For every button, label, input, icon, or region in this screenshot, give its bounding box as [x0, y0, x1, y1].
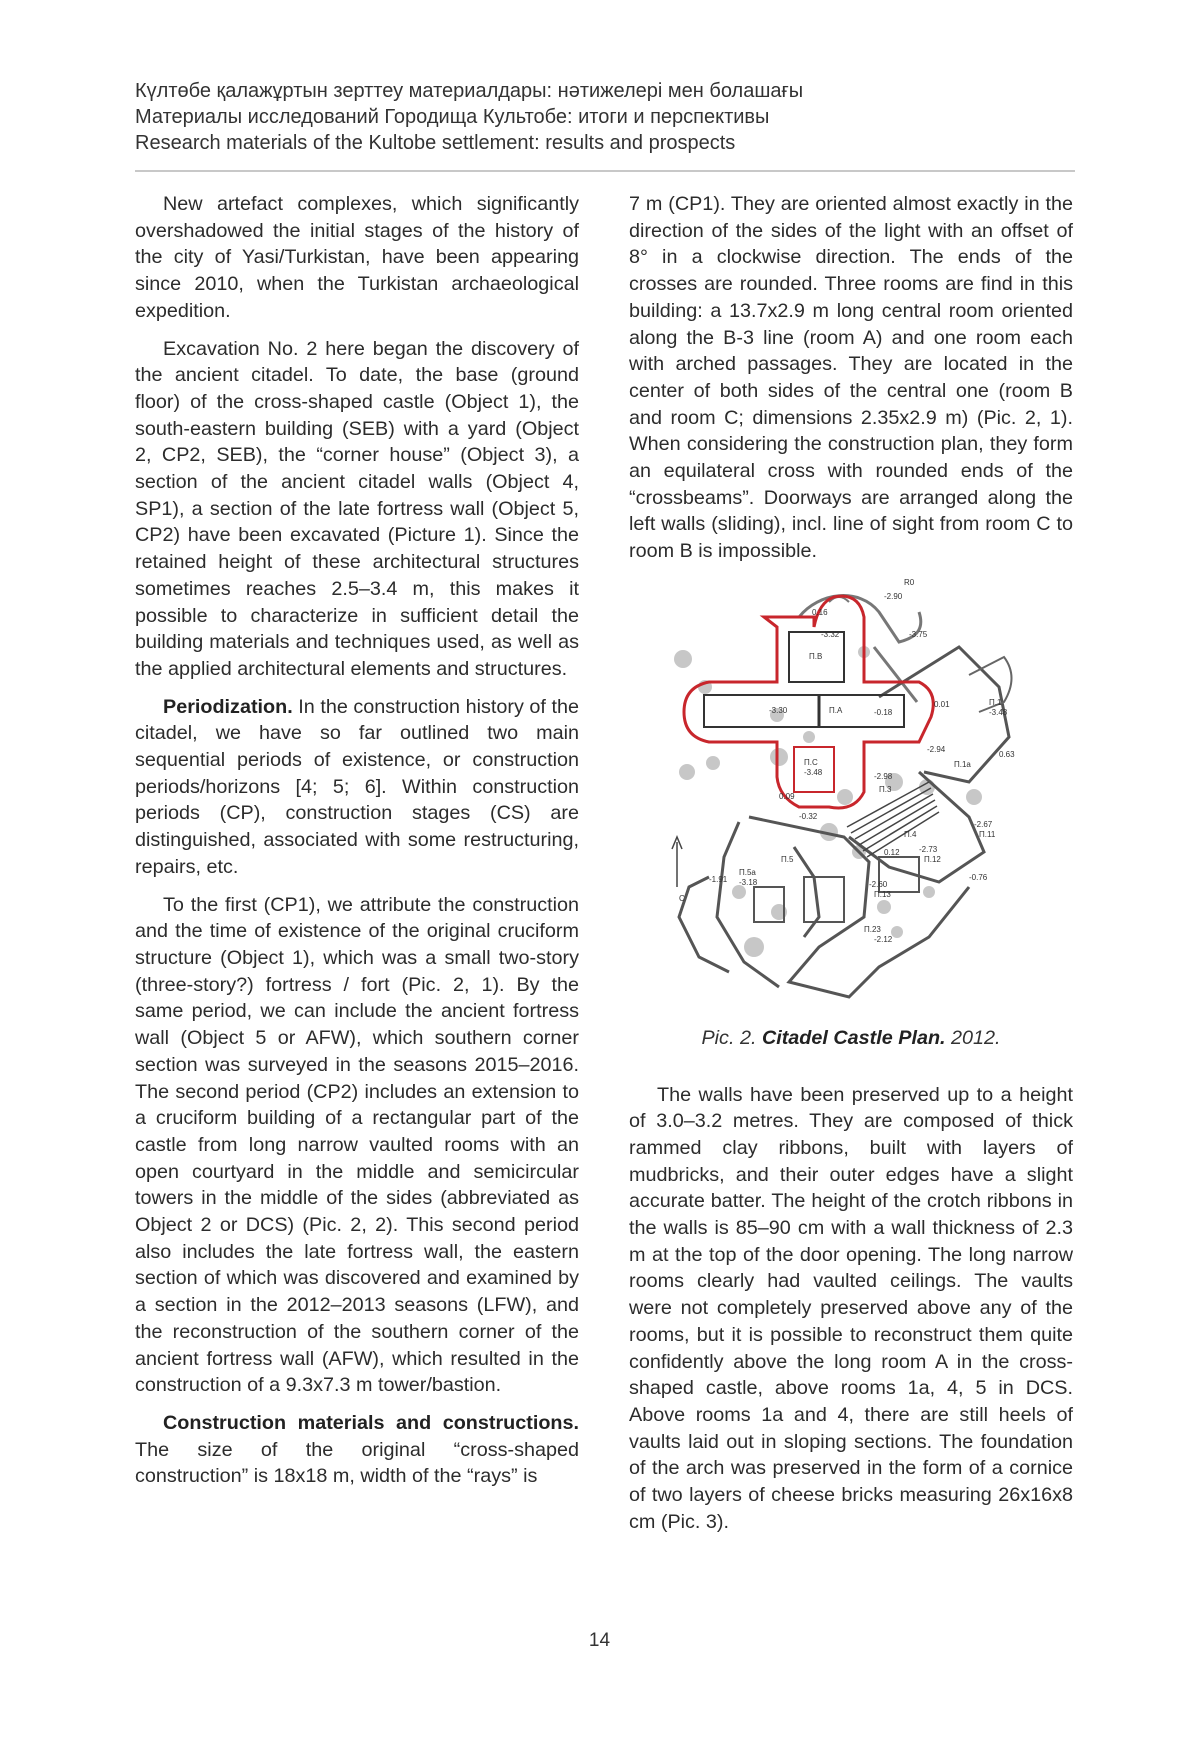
header-divider	[135, 170, 1075, 172]
svg-text:-3.48: -3.48	[804, 767, 823, 777]
svg-text:-2.12: -2.12	[874, 934, 893, 944]
svg-text:-2.67: -2.67	[974, 819, 993, 829]
left-column	[135, 191, 579, 1501]
svg-text:0.01: 0.01	[934, 699, 950, 709]
paragraph: To the first (CP1), we attribute the construction and the time of existence of the original cruciform structure (Object 1), which was a small two-story (three-story?) fortress / fort (Pic. 2, 1). By the same period, we can include the ancient fortress wall (Object 5 or AFW), which southern corner section was surveyed in the seasons 2015–2016. The second period (CP2) includes an extension to a cruciform building of a rectangular part of the castle from long narrow vaulted rooms with an open courtyard in the middle and semicircular towers in the middle of the sides (abbreviated as Object 2 or DCS) (Pic. 2, 2). This second period also includes the late fortress wall, the eastern section of which was discovered and examined by a section in the 2012–2013 seasons (LFW), and the reconstruction of the southern corner of the ancient fortress wall (AFW), which resulted in the construction of a 9.3x7.3 m tower/bastion.	[135, 893, 579, 1397]
paragraph: The walls have been preserved up to a height of 3.0–3.2 metres. They are composed of thick rammed clay ribbons, built with layers of mudbricks, and their outer edges have a slight accurate batter. The height of the crotch ribbons in the walls is 85–90 cm with a wall thickness of 2.3 m at the top of the door opening. The long narrow rooms clearly had vaulted ceilings. The vaults were not completely preserved above any of the rooms, but it is possible to reconstruct them quite confidently above the long room A in the cross-shaped castle, above rooms 1a, 4, 5 in DCS. Above rooms 1a and 4, there are still heels of vaults laid out in sloping sections. The foundation of the arch was preserved in the form of a cornice of two layers of cheese bricks measuring 26x16x8 cm (Pic. 3).	[629, 1083, 1073, 1533]
svg-text:П.1а: П.1а	[954, 759, 971, 769]
svg-text:П.5: П.5	[781, 854, 794, 864]
svg-text:П.12: П.12	[924, 854, 941, 864]
section-heading: Periodization.	[163, 695, 293, 718]
svg-text:П.А: П.А	[829, 705, 843, 715]
header-english: Research materials of the Kultobe settlement: results and prospects	[135, 132, 736, 154]
paragraph: New artefact complexes, which significantly overshadowed the initial stages of the history of the city of Yasi/Turkistan, have been appearing since 2010, when the Turkistan archaeological expedition.	[135, 193, 579, 322]
svg-text:П.1: П.1	[989, 697, 1002, 707]
running-header	[135, 78, 1075, 156]
svg-text:-3.75: -3.75	[909, 629, 928, 639]
svg-text:-2.60: -2.60	[869, 879, 888, 889]
svg-text:П.3: П.3	[879, 784, 892, 794]
svg-text:-3.32: -3.32	[821, 629, 840, 639]
svg-text:-3.18: -3.18	[739, 877, 758, 887]
figure-caption: Pic. 2. Citadel Castle Plan. 2012.	[701, 1026, 1001, 1049]
svg-text:П.В: П.В	[809, 651, 823, 661]
svg-text:-3.30: -3.30	[769, 705, 788, 715]
svg-text:0.12: 0.12	[884, 847, 900, 857]
svg-text:-2.94: -2.94	[927, 744, 946, 754]
svg-text:С: С	[679, 893, 685, 903]
svg-text:-3.48: -3.48	[989, 707, 1008, 717]
svg-text:-0.32: -0.32	[799, 811, 818, 821]
svg-text:0.16: 0.16	[812, 607, 828, 617]
svg-text:R0: R0	[904, 577, 915, 587]
svg-text:0.63: 0.63	[999, 749, 1015, 759]
paragraph-periodization: Periodization. In the construction history of the citadel, we have so far outlined two main sequential periods of existence, or construction periods/horizons [4; 5; 6]. Within construction periods (CP), construction stages (CS) are distinguished, associated with some restructuring, repairs, etc.	[135, 695, 579, 878]
paragraph-materials: Construction materials and constructions. The size of the original “cross-shaped construction” is 18x18 m, width of the “rays” is	[135, 1411, 579, 1488]
svg-text:П.23: П.23	[864, 924, 881, 934]
svg-text:-2.98: -2.98	[874, 771, 893, 781]
page-number: 14	[588, 1630, 611, 1651]
citadel-plan-drawing	[669, 577, 1029, 1017]
svg-text:П.5а: П.5а	[739, 867, 756, 877]
svg-text:-1.91: -1.91	[709, 874, 728, 884]
svg-text:-0.18: -0.18	[874, 707, 893, 717]
paragraph: 7 m (CP1). They are oriented almost exactly in the direction of the sides of the light with an offset of 8° in a clockwise direction. The ends of the crosses are rounded. Three rooms are find in this building: a 13.7x2.9 m long central room oriented along the B-3 line (room A) and one room each with arched passages. They are located in the center of both sides of the central one (room B and room C; dimensions 2.35x2.9 m) (Pic. 2, 1). When considering the construction plan, they form an equilateral cross with rounded ends of the “crossbeams”. Doorways are arranged along the left walls (sliding), incl. line of sight from room C to room B is impossible.	[629, 193, 1073, 563]
svg-text:-0.76: -0.76	[969, 872, 988, 882]
right-column	[629, 191, 1073, 1547]
svg-text:0.09: 0.09	[779, 791, 795, 801]
svg-text:П.13: П.13	[874, 889, 891, 899]
svg-text:П.4: П.4	[904, 829, 917, 839]
header-russian: Материалы исследований Городища Культобе: итоги и перспективы	[135, 106, 770, 128]
svg-text:П.11: П.11	[979, 829, 996, 839]
citadel-plan-figure	[629, 577, 1073, 1017]
svg-text:-2.90: -2.90	[884, 591, 903, 601]
paragraph: Excavation No. 2 here began the discovery of the ancient citadel. To date, the base (ground floor) of the cross-shaped castle (Object 1), the south-eastern building (SEB) with a yard (Object 2, CP2, SEB), the “corner house” (Object 3), a section of the ancient citadel walls (Object 4, SP1), a section of the late fortress wall (Object 5, CP2) have been excavated (Picture 1). Since the retained height of these architectural structures sometimes reaches 2.5–3.4 m, this makes it possible to characterize in sufficient detail the building materials and techniques used, as well as the applied architectural elements and structures.	[135, 337, 579, 680]
svg-text:П.С: П.С	[804, 757, 818, 767]
section-heading: Construction materials and constructions.	[163, 1411, 579, 1434]
svg-text:-2.73: -2.73	[919, 844, 938, 854]
header-kazakh: Күлтөбе қалажұртын зерттеу материалдары: нәтижелері мен болашағы	[135, 80, 804, 102]
